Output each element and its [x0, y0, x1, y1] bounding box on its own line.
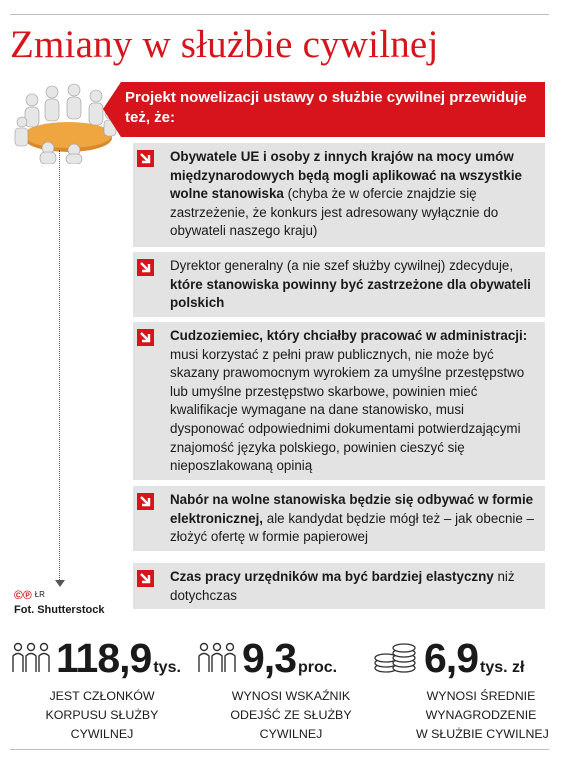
stat-desc-line: CYWILNEJ — [70, 727, 134, 741]
item-bold: Cudzoziemiec, który chciałby pracować w administracji: — [170, 328, 528, 343]
item-text: ale kandydat będzie mógł też – jak obecnie – złożyć ofertę w formie papierowej — [170, 510, 534, 545]
stat-desc-line: WYNOSI WSKAŹNIK — [231, 689, 351, 703]
diagonal-arrow-icon — [137, 329, 154, 346]
credit-block — [14, 588, 104, 617]
stat-desc-line: JEST CZŁONKÓW — [49, 689, 155, 703]
diagonal-arrow-icon — [137, 570, 154, 587]
coin-stack-icon — [372, 640, 418, 676]
item-text: niż dotychczas — [170, 569, 515, 603]
stat-unit: proc. — [298, 659, 338, 676]
stat-value — [56, 635, 181, 688]
page-title: Zmiany w służbie cywilnej — [10, 23, 439, 66]
item-text: musi korzystać z pełni praw publicznych, nie może być skazany prawomocnym wyrokiem za umyślne przestępstwo lub umyślne przestępstwo skarbowe, powinien mieć kwalifikacje wymagane na dane stanowisko, musi dysponować odpowiednimi dokumentami potwierdzającymi znajomość języka polskiego, powinien cieszyć się nieposzlakowaną opinią — [170, 346, 525, 474]
stat-value — [424, 635, 525, 688]
stat-description — [226, 687, 356, 744]
banner-notch — [103, 82, 121, 137]
people-group-icon — [10, 642, 52, 676]
photo-credit: Fot. Shutterstock — [14, 604, 105, 616]
item-bold: Czas pracy urzędników ma być bardziej elastyczny — [170, 569, 494, 584]
list-item — [133, 322, 545, 480]
item-bold: Nabór na wolne stanowiska będzie się odbywać w formie elektronicznej, — [170, 492, 534, 526]
list-item — [133, 563, 545, 609]
stat-desc-line: W SŁUŻBIE CYWILNEJ — [416, 727, 549, 741]
stat-description — [416, 687, 549, 744]
intro-banner-text: Projekt nowelizacji ustawy o służbie cywilnej przewiduje też, że: — [125, 89, 527, 126]
diagonal-arrow-icon — [137, 259, 154, 276]
stat-unit: tys. — [153, 659, 181, 676]
stat-desc-line: WYNOSI ŚREDNIE — [426, 689, 536, 703]
leader-arrowhead-icon — [55, 580, 65, 587]
list-item — [133, 486, 545, 551]
stat-number: 9,3 — [242, 635, 296, 681]
item-bold: które stanowiska powinny być zastrzeżone dla obywateli polskich — [170, 276, 531, 311]
stat-desc-line: ODEJŚĆ ZE SŁUŻBY — [230, 708, 352, 722]
list-item — [133, 143, 545, 247]
diagonal-arrow-icon — [137, 493, 154, 510]
item-bold: Obywatele UE i osoby z innych krajów na mocy umów międzynarodowych będą mogli aplikować na wszystkie wolne stanowiska — [170, 149, 522, 202]
stat-number: 118,9 — [56, 635, 152, 681]
item-text: (chyba że w ofercie znajdzie się zastrzeżenie, że konkurs jest adresowany wyłącznie do obywateli naszego kraju) — [170, 186, 499, 239]
stat-desc-line: CYWILNEJ — [259, 727, 323, 741]
bottom-rule — [10, 749, 549, 750]
item-text-pre: Dyrektor generalny (a nie szef służby cywilnej) zdecyduje, — [170, 258, 514, 273]
stat-number: 6,9 — [424, 635, 478, 681]
copyright-logo: ©℗ — [14, 588, 32, 602]
dotted-leader-line — [59, 150, 60, 582]
stat-description — [42, 687, 162, 744]
stat-unit: tys. zł — [480, 659, 525, 676]
diagonal-arrow-icon — [137, 150, 154, 167]
top-rule — [10, 14, 549, 15]
author-initials: ŁR — [34, 590, 45, 599]
stat-desc-line: WYNAGRODZENIE — [425, 708, 537, 722]
stat-value — [242, 635, 338, 688]
stat-desc-line: KORPUSU SŁUŻBY — [45, 708, 159, 722]
list-item — [133, 252, 545, 317]
people-group-icon — [196, 642, 238, 676]
